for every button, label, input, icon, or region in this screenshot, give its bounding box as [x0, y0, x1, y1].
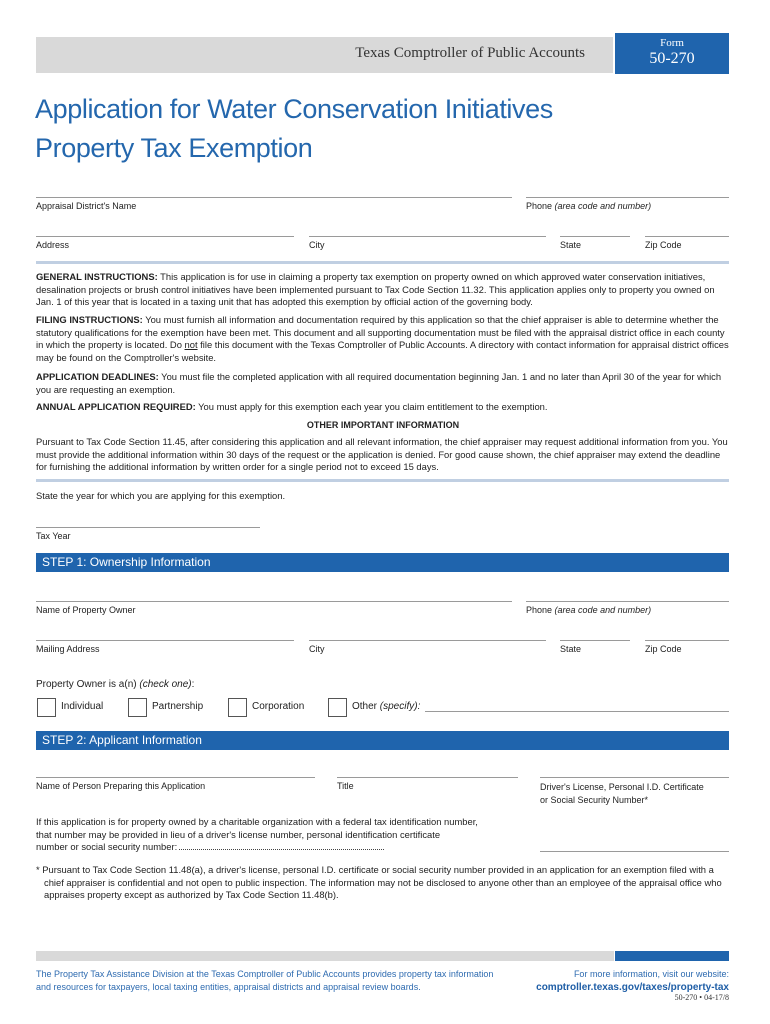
individual-label: Individual — [61, 701, 104, 712]
license-number-label: Driver's License, Personal I.D. Certificate or Social Security Number* — [540, 782, 704, 805]
filing-instructions: FILING INSTRUCTIONS: You must furnish all information and documentation required by this application so that the chief appraiser is able to determine whether the statutory qualifications for the exemption have been met. This document and all supporting documentation must be filed with the appraisal district office in each county in which the property is located. Do not file this document with the Texas Comptroller of Public Accounts. A directory with contact information for appraisal district offices may be found on the Comptroller's website. — [36, 314, 729, 363]
district-address-label: Address — [36, 240, 70, 250]
district-city-label: City — [309, 240, 325, 250]
annual-application: ANNUAL APPLICATION REQUIRED: You must apply for this exemption each year you claim entitlement to the exemption. — [36, 401, 548, 412]
section-divider — [36, 479, 729, 482]
checkbox-individual[interactable] — [37, 698, 56, 717]
owner-phone-label: Phone (area code and number) — [526, 605, 652, 615]
tax-year-label: Tax Year — [36, 531, 71, 541]
district-phone-field[interactable] — [526, 197, 729, 198]
step2-header: STEP 2: Applicant Information — [36, 731, 729, 750]
checkbox-corporation[interactable] — [228, 698, 247, 717]
mailing-address-field[interactable] — [36, 640, 294, 641]
owner-type-prompt: Property Owner is a(n) (check one): — [36, 679, 195, 690]
district-phone-label: Phone (area code and number) — [526, 201, 652, 211]
federal-tax-id-field[interactable] — [540, 851, 729, 852]
district-zip-field[interactable] — [645, 236, 729, 237]
owner-zip-field[interactable] — [645, 640, 729, 641]
license-number-field[interactable] — [540, 777, 729, 778]
form-revision-code: 50-270 • 04-17/8 — [674, 993, 729, 1002]
form-number-box — [615, 33, 729, 74]
district-name-field[interactable] — [36, 197, 512, 198]
mailing-address-label: Mailing Address — [36, 644, 100, 654]
owner-name-field[interactable] — [36, 601, 512, 602]
corporation-label: Corporation — [252, 701, 305, 712]
agency-name: Texas Comptroller of Public Accounts — [355, 45, 585, 61]
district-state-field[interactable] — [560, 236, 630, 237]
district-zip-label: Zip Code — [645, 240, 682, 250]
checkbox-partnership[interactable] — [128, 698, 147, 717]
owner-city-field[interactable] — [309, 640, 546, 641]
form-number: 50-270 — [649, 50, 695, 67]
website-link[interactable]: comptroller.texas.gov/taxes/property-tax — [536, 982, 729, 993]
owner-zip-label: Zip Code — [645, 644, 682, 654]
preparer-title-field[interactable] — [337, 777, 518, 778]
other-specify-field[interactable] — [425, 711, 729, 712]
confidentiality-footnote: * Pursuant to Tax Code Section 11.48(a), a driver's license, personal I.D. certificate or social security number provided in an application for an exemption filed with a chief appraiser is confidential and not open to public inspection. The information may not be disclosed to anyone other than an employee of the appraisal office who appraises property except as authorized by Tax Code Section 11.48(b). — [36, 864, 722, 901]
owner-phone-field[interactable] — [526, 601, 729, 602]
preparer-title-label: Title — [337, 781, 354, 791]
section-divider — [36, 261, 729, 264]
preparer-name-label: Name of Person Preparing this Application — [36, 781, 206, 791]
form-label: Form — [660, 37, 684, 49]
owner-state-label: State — [560, 644, 582, 654]
checkbox-other[interactable] — [328, 698, 347, 717]
district-city-field[interactable] — [309, 236, 546, 237]
general-instructions: GENERAL INSTRUCTIONS: This application is for use in claiming a property tax exemption on property owned on which approved water conservation initiatives, desalination projects or brush control initiatives have been implemented pursuant to Tax Code Section 11.32. This application applies only to property you owned on Jan. 1 of this year that is located in a taxing unit that has adopted this exemption by official action of the governing body. — [36, 271, 715, 308]
owner-state-field[interactable] — [560, 640, 630, 641]
other-label: Other (specify): — [352, 701, 421, 712]
district-name-label: Appraisal District's Name — [36, 201, 137, 211]
district-state-label: State — [560, 240, 582, 250]
other-info-text: Pursuant to Tax Code Section 11.45, after considering this application and all relevant information, the chief appraiser may request additional information from you. You must provide the additional information within 30 days of the request or the application is denied. For good cause shown, the chief appraiser may extend the deadline for furnishing the additional information by written order for a single period not to exceed 15 days. — [36, 436, 728, 473]
header-bar — [36, 37, 613, 73]
owner-name-label: Name of Property Owner — [36, 605, 136, 615]
district-address-field[interactable] — [36, 236, 294, 237]
footer-bar — [36, 951, 614, 961]
title-line-1: Application for Water Conservation Initiatives — [35, 94, 553, 124]
footer-description: The Property Tax Assistance Division at the Texas Comptroller of Public Accounts provides property tax information and resources for taxpayers, local taxing entities, appraisal districts and appraisal review boards. — [36, 969, 494, 992]
tax-year-field[interactable] — [36, 527, 260, 528]
other-info-heading: OTHER IMPORTANT INFORMATION — [306, 420, 460, 430]
charitable-tax-id-field[interactable] — [179, 841, 384, 850]
preparer-name-field[interactable] — [36, 777, 315, 778]
title-line-2: Property Tax Exemption — [35, 133, 313, 163]
page-title — [35, 90, 595, 168]
partnership-label: Partnership — [152, 701, 204, 712]
footer-accent — [615, 951, 729, 961]
step1-header: STEP 1: Ownership Information — [36, 553, 729, 572]
application-deadlines: APPLICATION DEADLINES: You must file the completed application with all required documentation beginning Jan. 1 and no later than April 30 of the year for which you are requesting an exemption. — [36, 371, 722, 395]
tax-year-prompt: State the year for which you are applying for this exemption. — [36, 490, 286, 501]
footer-website: For more information, visit our website: comptroller.texas.gov/taxes/property-tax — [536, 969, 729, 993]
charitable-note: If this application is for property owned by a charitable organization with a federal tax identification number, that number may be provided in lieu of a driver's license number, personal identification certificate number or social security number: — [36, 816, 478, 853]
owner-city-label: City — [309, 644, 325, 654]
